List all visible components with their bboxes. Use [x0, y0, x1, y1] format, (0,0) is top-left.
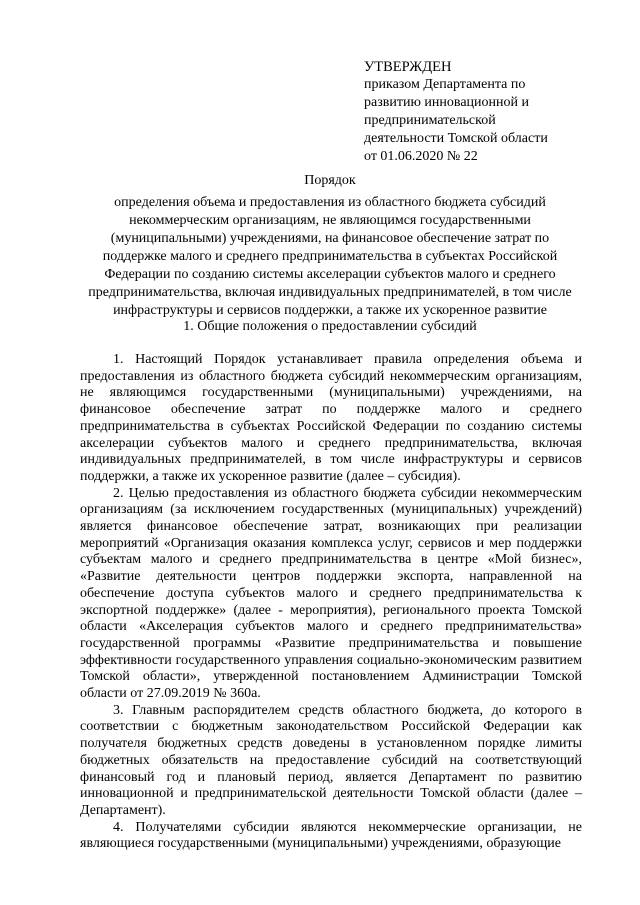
- approval-date-line: от 01.06.2020 № 22: [364, 149, 478, 164]
- section-heading: 1. Общие положения о предоставлении субсидий: [183, 319, 477, 334]
- paragraph-4: 4. Получателями субсидии являются некоммерческие организации, не являющиеся государственными (муниципальными) учреждениями, образующие: [80, 819, 582, 852]
- approval-line: предпринимательской: [364, 113, 496, 128]
- approval-line: развитию инновационной и: [364, 95, 529, 110]
- approval-line: деятельности Томской области: [364, 131, 548, 146]
- approval-line: приказом Департамента по: [364, 77, 526, 92]
- approval-heading: УТВЕРЖДЕН: [364, 59, 452, 75]
- document-title-block: [80, 172, 580, 320]
- paragraph-1: 1. Настоящий Порядок устанавливает правила определения объема и предоставления из областного бюджета субсидий некоммерческим организациям, не являющимся государственными (муниципальными) учреждениями, на финансовое обеспечение затрат по поддержке малого и среднего предпринимательства в субъектах Российской Федерации по созданию системы акселерации субъектов малого и среднего предпринимательства, включая индивидуальных предпринимателей, в том числе инфраструктуры и сервисов поддержки, а также их ускоренное развитие (далее – субсидия).: [80, 352, 582, 484]
- paragraph-3: 3. Главным распорядителем средств областного бюджета, до которого в соответствии с бюджетным законодательством Российской Федерации как получателя бюджетных средств доведены в установленном порядке лимиты бюджетных обязательств на предоставление субсидий на соответствующий финансовый год и плановый период, является Департамент по развитию инновационной и предпринимательской деятельности Томской области (далее – Департамент).: [80, 702, 582, 818]
- document-title: Порядок: [304, 173, 356, 188]
- paragraph-2: 2. Целью предоставления из областного бюджета субсидии некоммерческим организациям (за исключением государственных (муниципальных) учреждений) является финансовое обеспечение затрат, возникающих при реализации мероприятий «Организация оказания комплекса услуг, сервисов и мер поддержки субъектам малого и среднего предпринимательства в центре «Мой бизнес», «Развитие деятельности центров поддержки экспорта, направленной на обеспечение доступа субъектов малого и среднего предпринимательства к экспортной поддержке» (далее - мероприятия), регионального проекта Томской области «Акселерация субъектов малого и среднего предпринимательства» государственной программы «Развитие предпринимательства и повышение эффективности государственного управления социально-экономическим развитием Томской области», утвержденной постановлением Администрации Томской области от 27.09.2019 № 360а.: [80, 485, 582, 702]
- document-body: [80, 352, 582, 853]
- approval-block: [364, 58, 584, 166]
- document-subtitle: определения объема и предоставления из областного бюджета субсидий некоммерческим организациям, не являющимся государственными (муниципальными) учреждениями, на финансовое обеспечение затрат по поддержке малого и среднего предпринимательства в субъектах Российской Федерации по созданию системы акселерации субъектов малого и среднего предпринимательства, включая индивидуальных предпринимателей, в том числе инфраструктуры и сервисов поддержки, а также их ускоренное развитие: [88, 195, 572, 318]
